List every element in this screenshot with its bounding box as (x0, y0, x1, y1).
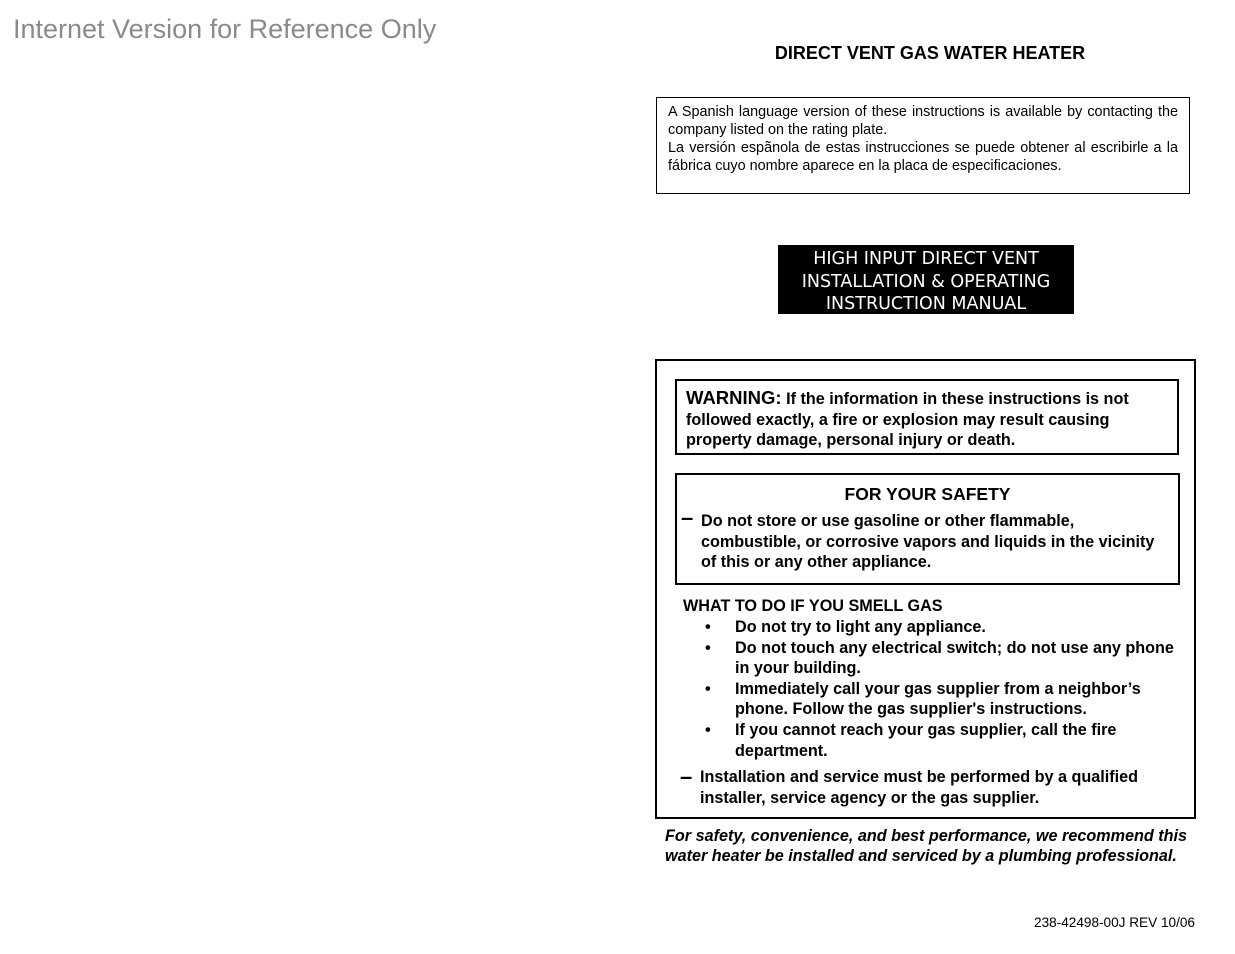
language-notice-spanish: La versión espãnola de estas instrucciones se puede obtener al escribirle a la fábrica cuyo nombre aparece en la placa de especificaciones. (668, 140, 1178, 174)
smell-gas-item (705, 638, 1175, 679)
warning-text: If the information in these instructions is not followed exactly, a fire or explosion may result causing property damage, personal injury or death. (686, 390, 1129, 450)
language-notice-english: A Spanish language version of these instructions is available by contacting the company listed on the rating plate. (668, 104, 1178, 138)
part-number: 238-42498-00J REV 10/06 (1034, 915, 1195, 930)
smell-gas-item-text: If you cannot reach your gas supplier, call the fire department. (735, 720, 1117, 760)
warning-label: WARNING: (686, 387, 782, 408)
smell-gas-item-text: Do not touch any electrical switch; do not use any phone in your building. (735, 638, 1174, 678)
for-your-safety-text: Do not store or use gasoline or other flammable, combustible, or corrosive vapors and liquids in the vicinity of this or any other appliance. (701, 512, 1155, 571)
manual-title-line-3: INSTRUCTION MANUAL (825, 294, 1027, 314)
smell-gas-item (705, 720, 1175, 761)
professional-recommendation: For safety, convenience, and best performance, we recommend this water heater be installed and serviced by a plumbing professional. (665, 827, 1188, 866)
smell-gas-item (705, 617, 1175, 638)
smell-gas-item (705, 679, 1175, 720)
for-your-safety-box (675, 473, 1180, 585)
dash-bullet: – (680, 764, 693, 789)
reference-watermark: Internet Version for Reference Only (13, 14, 437, 44)
document-title: DIRECT VENT GAS WATER HEATER (774, 43, 1086, 63)
smell-gas-item-text: Do not try to light any appliance. (735, 618, 986, 636)
smell-gas-list (705, 617, 1175, 761)
warning-box (675, 379, 1179, 455)
manual-title-line-1: HIGH INPUT DIRECT VENT (813, 249, 1039, 269)
smell-gas-item-text: Immediately call your gas supplier from a neighbor’s phone. Follow the gas supplier's instructions. (735, 679, 1141, 719)
bullet-icon: • (705, 679, 711, 698)
dash-bullet: – (681, 505, 694, 530)
manual-title-line-2: INSTALLATION & OPERATING (801, 271, 1051, 292)
bullet-icon: • (705, 638, 711, 657)
bullet-icon: • (705, 618, 711, 636)
qualified-installer-text: Installation and service must be performed by a qualified installer, service agency or the gas supplier. (700, 768, 1139, 807)
bullet-icon: • (705, 720, 711, 739)
language-notice-box (656, 97, 1190, 194)
for-your-safety-title: FOR YOUR SAFETY (844, 484, 1011, 504)
smell-gas-heading: WHAT TO DO IF YOU SMELL GAS (683, 597, 943, 615)
manual-title-banner (778, 245, 1074, 314)
